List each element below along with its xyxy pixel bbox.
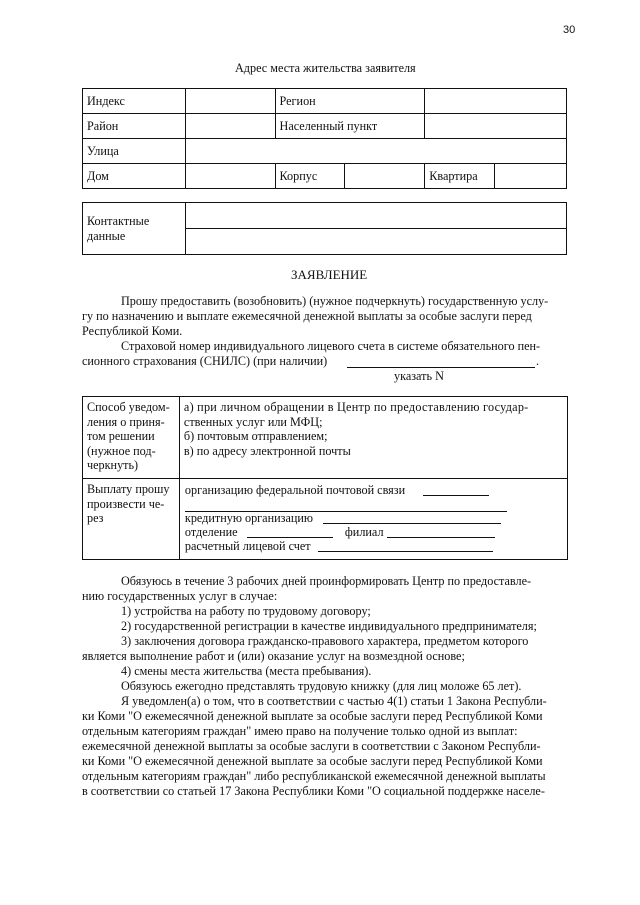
region-label: Регион: [275, 89, 425, 114]
payment-branch-label: отделение: [184, 525, 238, 539]
payment-postal-label: организацию федеральной почтовой связи: [184, 483, 406, 497]
notice-line: Я уведомлен(а) о том, что в соответствии с частью 4(1) статьи 1 Закона Республи-: [121, 694, 547, 708]
notice-line: ежемесячной денежной выплаты за особые заслуги в соответствии с Законом Республи-: [82, 739, 541, 753]
obligation-item-1: 1) устройства на работу по трудовому договору;: [121, 604, 371, 618]
request-line-1: Прошу предоставить (возобновить) (нужное подчеркнуть) государственную услу-: [121, 294, 549, 308]
building-label: Корпус: [275, 164, 345, 189]
document-title: ЗАЯВЛЕНИЕ: [291, 267, 368, 282]
notify-option-email[interactable]: в) по адресу электронной почты: [183, 443, 351, 458]
contacts-table: [82, 202, 567, 255]
notify-label-line: (нужное под-: [87, 443, 156, 458]
payment-credit-label: кредитную организацию: [184, 511, 313, 525]
payment-label-line: Выплату прошу: [87, 482, 170, 496]
notice-line: отдельным категориям граждан" либо республиканской ежемесячной денежной выплаты: [82, 769, 546, 783]
index-field[interactable]: [185, 89, 275, 114]
payment-account-line[interactable]: [318, 551, 493, 552]
payment-credit-line[interactable]: [323, 523, 501, 524]
payment-filial-line[interactable]: [387, 537, 495, 538]
apartment-field[interactable]: [495, 164, 567, 189]
obligations-intro-2: нию государственных услуг в случае:: [82, 589, 278, 603]
payment-label-line: рез: [87, 511, 104, 525]
house-field[interactable]: [185, 164, 275, 189]
street-label: Улица: [83, 139, 186, 164]
contacts-field-1[interactable]: [185, 203, 566, 229]
notify-label-line: ления о приня-: [87, 414, 165, 429]
contacts-field-2[interactable]: [185, 229, 566, 255]
settlement-field[interactable]: [425, 114, 567, 139]
obligation-workbook: Обязуюсь ежегодно представлять трудовую книжку (для лиц моложе 65 лет).: [121, 679, 522, 693]
contacts-label: [83, 203, 186, 255]
snils-line-2: сионного страхования (СНИЛС) (при наличии): [82, 354, 328, 368]
payment-postal-line[interactable]: [423, 495, 489, 496]
district-field[interactable]: [185, 114, 275, 139]
page-number: 30: [563, 24, 576, 36]
contacts-label-line2: данные: [87, 228, 126, 243]
notify-label-line: Способ уведом-: [87, 400, 170, 414]
settlement-label: Населенный пункт: [275, 114, 425, 139]
notice-line: ки Коми "О ежемесячной денежной выплате за особые заслуги перед Республикой Коми: [82, 754, 543, 768]
obligation-item-3: 3) заключения договора гражданско-правового характера, предметом которого: [121, 634, 529, 648]
payment-account-label: расчетный лицевой счет: [184, 539, 311, 553]
snils-input-line[interactable]: [347, 367, 535, 368]
indicate-n-label: указать N: [394, 369, 444, 383]
request-line-3: Республикой Коми.: [82, 324, 183, 338]
notice-line: в соответствии со статьей 17 Закона Республики Коми "О социальной поддержке населе-: [82, 784, 545, 798]
apartment-label: Квартира: [425, 164, 495, 189]
address-table: [82, 88, 567, 189]
notify-payment-table: [82, 396, 568, 560]
house-label: Дом: [83, 164, 186, 189]
notify-options: [179, 397, 567, 479]
snils-line-1: Страховой номер индивидуального лицевого счета в системе обязательного пен-: [121, 339, 541, 353]
building-field[interactable]: [345, 164, 425, 189]
notify-label: [83, 397, 180, 479]
notify-option-mail[interactable]: б) почтовым отправлением;: [183, 429, 328, 443]
street-field[interactable]: [185, 139, 566, 164]
district-label: Район: [83, 114, 186, 139]
obligations-intro-1: Обязуюсь в течение 3 рабочих дней проинформировать Центр по предоставле-: [121, 574, 532, 588]
notify-label-line: черкнуть): [87, 458, 139, 472]
notify-option-office-cont[interactable]: ственных услуг или МФЦ;: [183, 414, 323, 429]
payment-label: [83, 479, 180, 560]
notice-line: отдельным категориям граждан" имею право на получение только одной из выплат:: [82, 724, 518, 738]
obligation-item-2: 2) государственной регистрации в качестве индивидуального предпринимателя;: [121, 619, 537, 633]
notify-option-office[interactable]: а) при личном обращении в Центр по предоставлению государ-: [183, 400, 529, 414]
notice-line: ки Коми "О ежемесячной денежной выплате за особые заслуги перед Республикой Коми: [82, 709, 543, 723]
address-heading: Адрес места жительства заявителя: [235, 61, 416, 75]
payment-options: [179, 479, 567, 560]
obligation-item-3-cont: является выполнение работ и (или) оказание услуг на возмездной основе;: [82, 649, 465, 663]
region-field[interactable]: [425, 89, 567, 114]
request-line-2: гу по назначению и выплате ежемесячной денежной выплаты за особые заслуги перед: [82, 309, 532, 323]
payment-filial-label: филиал: [344, 525, 384, 539]
payment-label-line: произвести че-: [87, 496, 165, 511]
index-label: Индекс: [83, 89, 186, 114]
notify-label-line: том решении: [87, 429, 155, 443]
contacts-label-line1: Контактные: [87, 213, 150, 228]
payment-branch-line[interactable]: [247, 537, 333, 538]
snils-end: .: [536, 354, 540, 368]
obligation-item-4: 4) смены места жительства (места пребывания).: [121, 664, 372, 678]
